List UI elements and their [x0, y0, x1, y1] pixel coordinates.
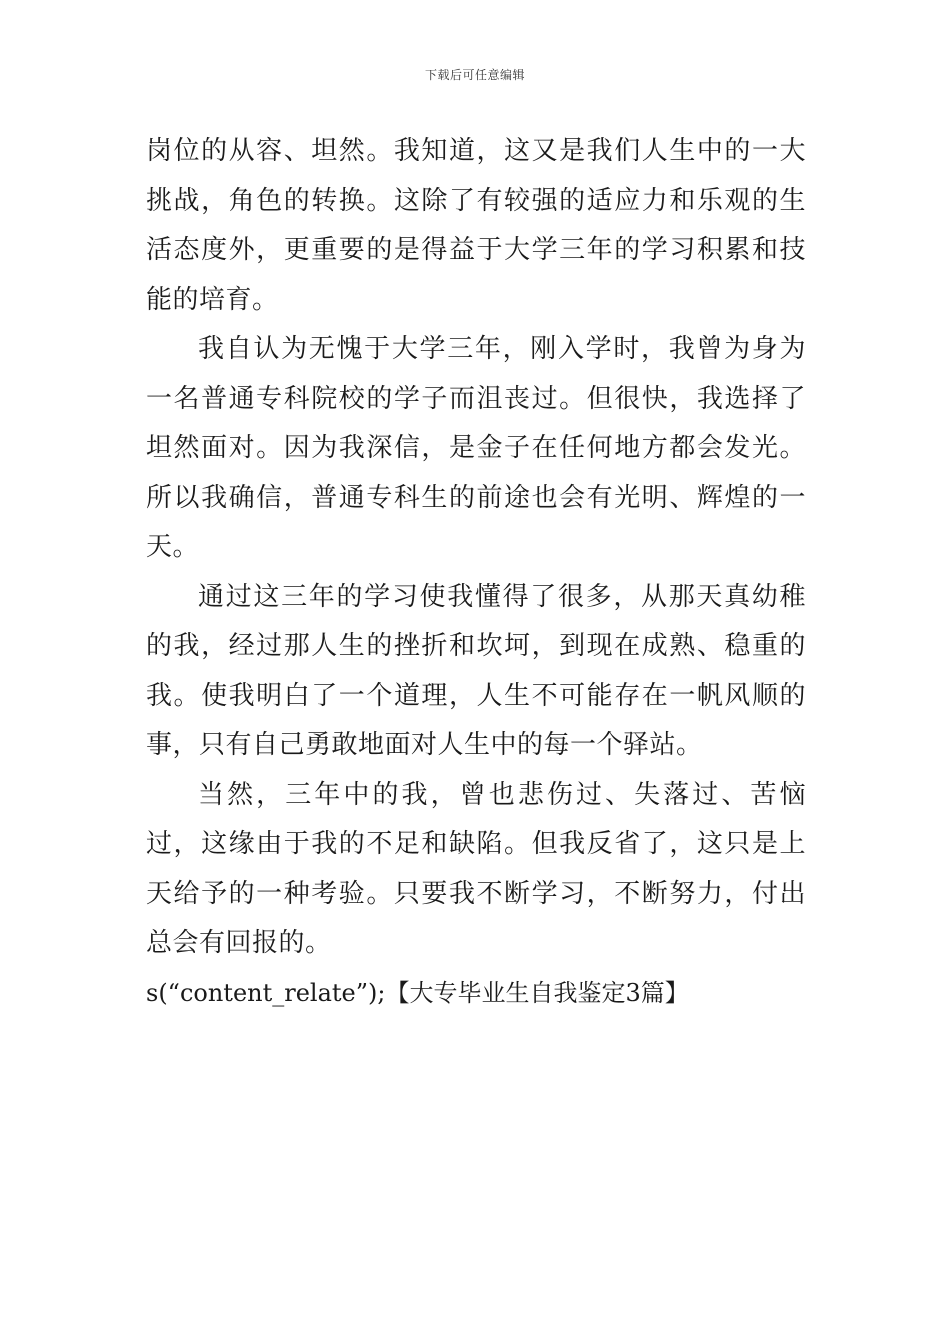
- document-body: [146, 127, 806, 1018]
- paragraph-1: 岗位的从容、坦然。我知道，这又是我们人生中的一大挑战，角色的转换。这除了有较强的适应力和乐观的生活态度外，更重要的是得益于大学三年的学习积累和技能的培育。: [146, 136, 806, 315]
- paragraph-4: 当然，三年中的我，曾也悲伤过、失落过、苦恼过，这缘由于我的不足和缺陷。但我反省了，这只是上天给予的一种考验。只要我不断学习，不断努力，付出总会有回报的。: [146, 779, 806, 958]
- page-header-note: 下载后可任意编辑: [424, 68, 525, 82]
- related-content-line: s(“content_relate”);【大专毕业生自我鉴定3篇】: [146, 978, 689, 1007]
- paragraph-3: 通过这三年的学习使我懂得了很多，从那天真幼稚的我，经过那人生的挫折和坎坷，到现在成熟、稳重的我。使我明白了一个道理，人生不可能存在一帆风顺的事，只有自己勇敢地面对人生中的每一个驿站。: [146, 581, 806, 760]
- paragraph-2: 我自认为无愧于大学三年，刚入学时，我曾为身为一名普通专科院校的学子而沮丧过。但很快，我选择了坦然面对。因为我深信，是金子在任何地方都会发光。所以我确信，普通专科生的前途也会有光明、辉煌的一天。: [146, 334, 806, 562]
